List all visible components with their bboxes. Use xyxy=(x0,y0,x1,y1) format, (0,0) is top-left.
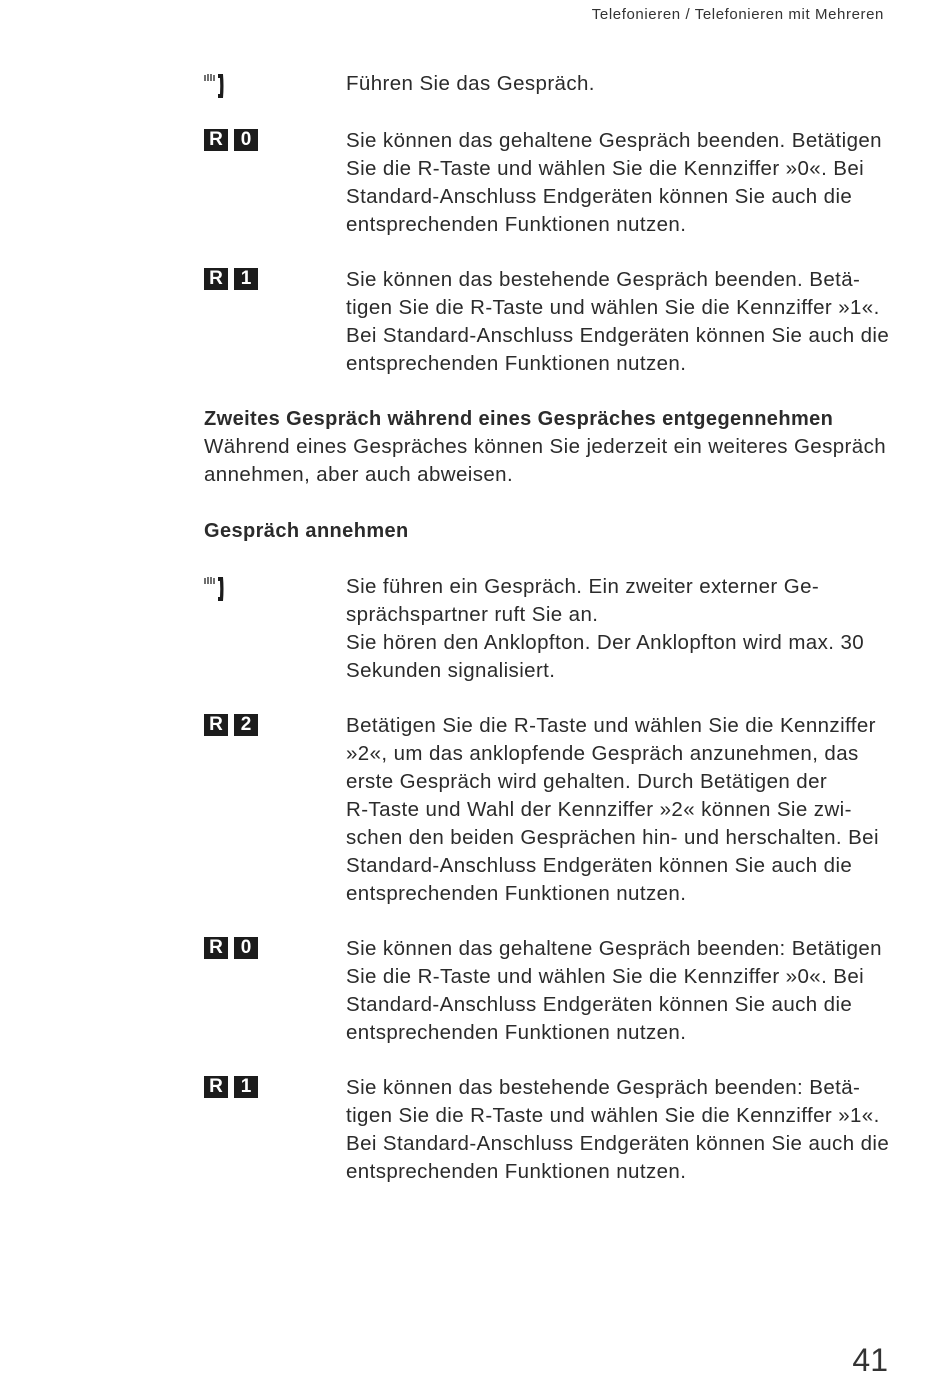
step-text-line: tigen Sie die R-Taste und wählen Sie die Kennziffer »1«. xyxy=(346,296,880,319)
step-accept-waiting-call xyxy=(204,712,894,908)
step-text-line: Standard-Anschluss Endgeräten können Sie auch die xyxy=(346,185,853,208)
r-key: R xyxy=(204,1076,228,1098)
digit-key-1: 1 xyxy=(234,1076,258,1098)
step-text-line: Bei Standard-Anschluss Endgeräten können Sie auch die xyxy=(346,324,890,347)
key-combo-r0 xyxy=(204,127,346,151)
step-text-line: entsprechenden Funktionen nutzen. xyxy=(346,1160,687,1183)
step-text-line: Führen Sie das Gespräch. xyxy=(346,72,595,95)
step-text-line: Bei Standard-Anschluss Endgeräten können Sie auch die xyxy=(346,1132,890,1155)
paragraph-line: Während eines Gespräches können Sie jederzeit ein weiteres Gespräch xyxy=(204,435,887,458)
r-key: R xyxy=(204,937,228,959)
section-heading: Zweites Gespräch während eines Gespräches entgegennehmen xyxy=(204,408,834,430)
r-key: R xyxy=(204,268,228,290)
step-text-line: Sie hören den Anklopfton. Der Anklopfton wird max. 30 xyxy=(346,631,865,654)
section-accept-call xyxy=(204,517,894,545)
step-text-line: Sie können das gehaltene Gespräch beenden. Betätigen xyxy=(346,129,882,152)
step-text-line: R-Taste und Wahl der Kennziffer »2« können Sie zwi- xyxy=(346,798,852,821)
section-heading: Gespräch annehmen xyxy=(204,520,409,542)
step-text-line: Sie können das gehaltene Gespräch beenden: Betätigen xyxy=(346,937,882,960)
step-end-active-call xyxy=(204,266,894,378)
digit-key-0: 0 xyxy=(234,937,258,959)
step-text-line: Standard-Anschluss Endgeräten können Sie auch die xyxy=(346,993,853,1016)
step-end-active-call-2 xyxy=(204,1074,894,1186)
key-combo-r2 xyxy=(204,712,346,736)
page-content xyxy=(204,70,894,1186)
step-text-line: Sie die R-Taste und wählen Sie die Kennziffer »0«. Bei xyxy=(346,157,865,180)
step-text-line: Sie die R-Taste und wählen Sie die Kennziffer »0«. Bei xyxy=(346,965,865,988)
step-text-line: Standard-Anschluss Endgeräten können Sie auch die xyxy=(346,854,853,877)
step-text-line: Betätigen Sie die R-Taste und wählen Sie die Kennziffer xyxy=(346,714,876,737)
step-text-line: sprächspartner ruft Sie an. xyxy=(346,603,599,626)
step-text-line: Sie führen ein Gespräch. Ein zweiter externer Ge- xyxy=(346,575,820,598)
r-key: R xyxy=(204,714,228,736)
step-text-line: tigen Sie die R-Taste und wählen Sie die Kennziffer »1«. xyxy=(346,1104,880,1127)
page-number: 41 xyxy=(852,1342,888,1378)
phone-icon xyxy=(204,70,346,100)
running-header: Telefonieren / Telefonieren mit Mehreren xyxy=(591,6,884,23)
section-second-call xyxy=(204,405,894,489)
phone-icon xyxy=(204,573,346,603)
step-text-line: entsprechenden Funktionen nutzen. xyxy=(346,213,687,236)
step-conduct-call xyxy=(204,70,894,100)
step-text-line: schen den beiden Gesprächen hin- und herschalten. Bei xyxy=(346,826,879,849)
step-text-line: entsprechenden Funktionen nutzen. xyxy=(346,1021,687,1044)
key-combo-r0 xyxy=(204,935,346,959)
step-text-line: erste Gespräch wird gehalten. Durch Betätigen der xyxy=(346,770,828,793)
r-key: R xyxy=(204,129,228,151)
step-text-line: Sie können das bestehende Gespräch beenden. Betä- xyxy=(346,268,861,291)
step-text-line: Sie können das bestehende Gespräch beenden: Betä- xyxy=(346,1076,861,1099)
step-incoming-second-call xyxy=(204,573,894,685)
step-text-line: »2«, um das anklopfende Gespräch anzunehmen, das xyxy=(346,742,859,765)
digit-key-0: 0 xyxy=(234,129,258,151)
step-end-held-call xyxy=(204,127,894,239)
key-combo-r1 xyxy=(204,266,346,290)
step-end-held-call-2 xyxy=(204,935,894,1047)
step-text-line: entsprechenden Funktionen nutzen. xyxy=(346,352,687,375)
digit-key-2: 2 xyxy=(234,714,258,736)
paragraph-line: annehmen, aber auch abweisen. xyxy=(204,463,514,486)
key-combo-r1 xyxy=(204,1074,346,1098)
digit-key-1: 1 xyxy=(234,268,258,290)
step-text-line: Sekunden signalisiert. xyxy=(346,659,556,682)
step-text-line: entsprechenden Funktionen nutzen. xyxy=(346,882,687,905)
